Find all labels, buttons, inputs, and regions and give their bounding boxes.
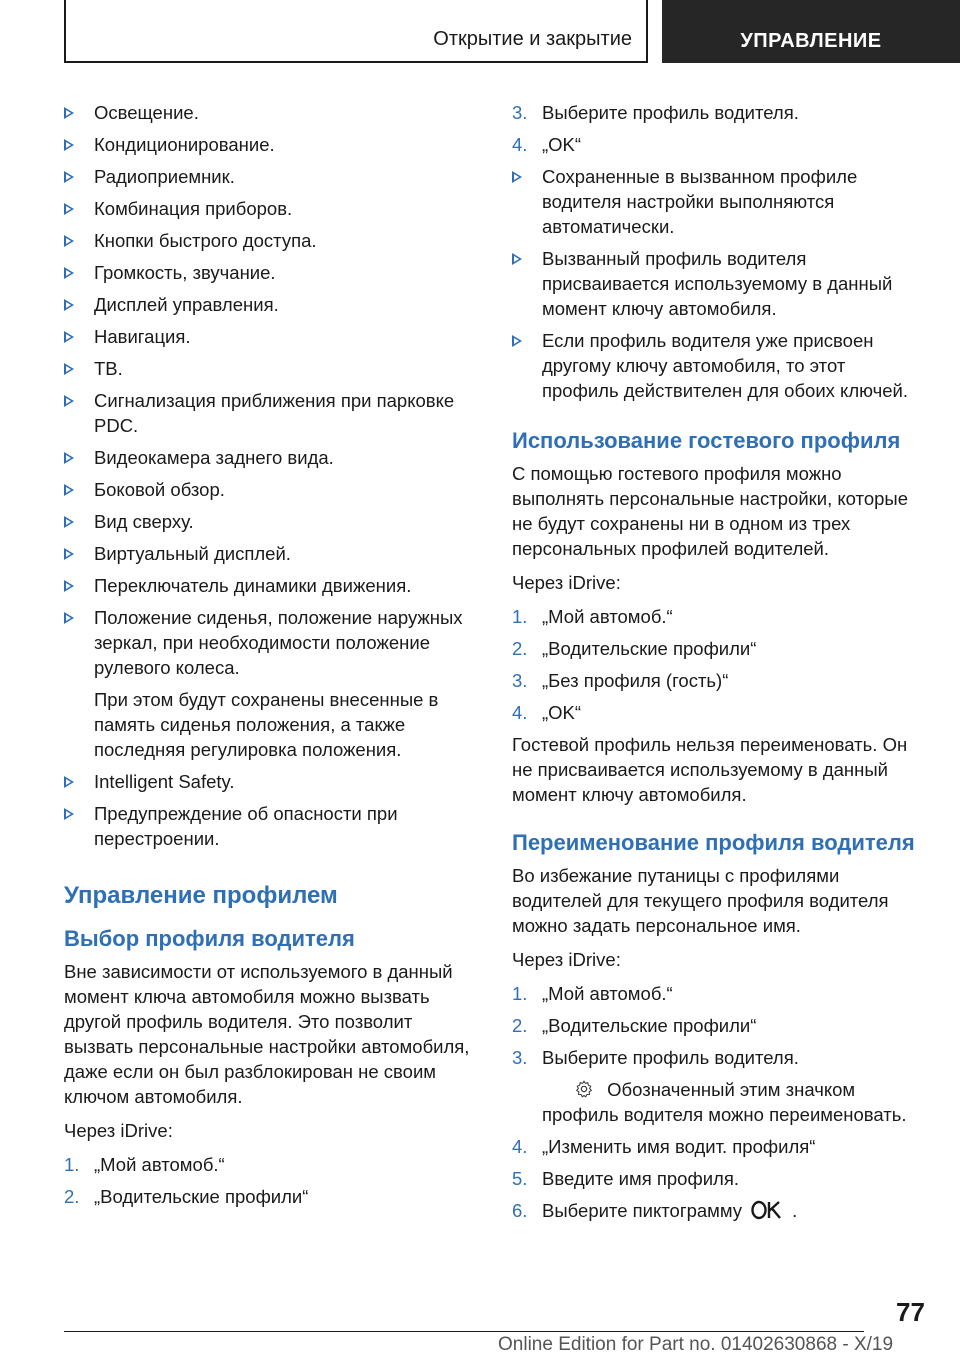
list-item-text: Intelligent Safety.	[94, 771, 235, 792]
list-item-text: Комбинация приборов.	[94, 198, 293, 219]
list-item	[64, 1152, 476, 1177]
list-item	[64, 388, 476, 438]
heading-profile-management: Управление профилем	[64, 882, 338, 909]
triangle-bullet-icon	[64, 107, 74, 119]
step-list	[512, 1134, 924, 1191]
triangle-bullet-icon	[64, 452, 74, 464]
gear-icon	[542, 1079, 607, 1100]
via-idrive-label: Через iDrive:	[512, 572, 621, 593]
page-number: 77	[896, 1297, 925, 1327]
triangle-bullet-icon	[64, 484, 74, 496]
via-idrive-label: Через iDrive:	[64, 1120, 173, 1141]
list-item-text: Освещение.	[94, 102, 199, 123]
seat-bullet-text: Положение сиденья, положение наружных зеркал, при необходимости положение рулевого колеса.	[94, 607, 463, 678]
triangle-bullet-icon	[64, 580, 74, 592]
list-item-text: Сохраненные в вызванном профиле водителя настройки выполняются автоматически.	[542, 166, 858, 237]
triangle-bullet-icon	[64, 267, 74, 279]
triangle-bullet-icon	[64, 235, 74, 247]
gear-note	[512, 1077, 924, 1127]
list-item-text: Если профиль водителя уже присвоен другому ключу автомобиля, то этот профиль действителен для обоих ключей.	[542, 330, 909, 401]
list-item-text: Видеокамера заднего вида.	[94, 447, 334, 468]
page-header	[0, 0, 960, 66]
step-text-end: .	[792, 1200, 798, 1221]
step-text: „Водительские профили“	[94, 1186, 309, 1207]
list-item-text: ТВ.	[94, 358, 123, 379]
step-text: Выберите профиль водителя.	[542, 1047, 799, 1068]
step-text: „Мой автомоб.“	[94, 1154, 225, 1175]
step-text: Выберите пиктограмму	[542, 1200, 743, 1221]
list-item	[64, 573, 476, 598]
result-list	[512, 164, 924, 403]
step-text: Выберите профиль водителя.	[542, 102, 799, 123]
list-item	[64, 541, 476, 566]
left-column	[64, 100, 476, 1216]
list-item-text: Кнопки быстрого доступа.	[94, 230, 317, 251]
step-text: „Мой автомоб.“	[542, 983, 673, 1004]
heading-rename-profile: Переименование профиля водителя	[512, 830, 915, 855]
triangle-bullet-icon	[64, 139, 74, 151]
list-item	[512, 1013, 924, 1038]
triangle-bullet-icon	[64, 331, 74, 343]
list-item	[64, 228, 476, 253]
header-chapter-tab: УПРАВЛЕНИЕ	[662, 0, 960, 63]
triangle-bullet-icon	[512, 335, 522, 347]
triangle-bullet-icon	[64, 516, 74, 528]
list-item	[64, 801, 476, 851]
step-number: 4.	[512, 1136, 528, 1157]
list-item	[64, 445, 476, 470]
paragraph: Гостевой профиль нельзя переименовать. Он не присваивается используемому в данный момент ключу автомобиля.	[512, 734, 908, 805]
list-item	[512, 1166, 924, 1191]
header-section-title: Открытие и закрытие	[433, 28, 632, 50]
step-text: „OK“	[542, 134, 582, 155]
step-text: „Водительские профили“	[542, 638, 757, 659]
list-item-text: Кондиционирование.	[94, 134, 275, 155]
list-item	[512, 604, 924, 629]
list-item	[512, 668, 924, 693]
ok-icon	[742, 1200, 792, 1221]
list-item	[512, 636, 924, 661]
triangle-bullet-icon	[64, 808, 74, 820]
triangle-bullet-icon	[64, 363, 74, 375]
list-item	[512, 132, 924, 157]
list-item	[64, 324, 476, 349]
paragraph: Во избежание путаницы с профилями водителей для текущего профиля водителя можно задать персональное имя.	[512, 865, 889, 936]
step-number: 6.	[512, 1200, 528, 1221]
heading-guest-profile: Использование гостевого профиля	[512, 428, 901, 453]
step-number: 3.	[512, 670, 528, 691]
step-number: 2.	[64, 1186, 80, 1207]
list-item-text: Дисплей управления.	[94, 294, 279, 315]
triangle-bullet-icon	[64, 395, 74, 407]
triangle-bullet-icon	[64, 776, 74, 788]
list-item	[512, 981, 924, 1006]
step-number: 4.	[512, 134, 528, 155]
step-text: „Изменить имя водит. профиля“	[542, 1136, 816, 1157]
edition-footer: Online Edition for Part no. 01402630868 - X/19	[498, 1334, 894, 1355]
triangle-bullet-icon	[512, 253, 522, 265]
list-item-text: Сигнализация приближения при парковке PDC.	[94, 390, 455, 436]
list-item-text: Вид сверху.	[94, 511, 194, 532]
list-item	[64, 260, 476, 285]
list-item	[512, 700, 924, 725]
paragraph: Вне зависимости от используемого в данный момент ключа автомобиля можно вызвать другой профиль водителя. Это позволит вызвать персональные настройки автомобиля, даже если он был разблокирован не своим ключом автомобиля.	[64, 961, 470, 1107]
list-item-text: Переключатель динамики движения.	[94, 575, 412, 596]
via-idrive-label: Через iDrive:	[512, 949, 621, 970]
step-number: 1.	[64, 1154, 80, 1175]
step-number: 3.	[512, 102, 528, 123]
step-number: 2.	[512, 638, 528, 659]
step-list	[64, 1152, 476, 1209]
list-item	[512, 164, 924, 239]
step-list	[512, 100, 924, 157]
feature-list	[64, 100, 476, 598]
triangle-bullet-icon	[64, 548, 74, 560]
list-item	[64, 132, 476, 157]
gear-note-text: Обозначенный этим значком профиль водителя можно переименовать.	[542, 1079, 907, 1125]
step-number: 4.	[512, 702, 528, 723]
list-item-text: Виртуальный дисплей.	[94, 543, 291, 564]
list-item	[64, 100, 476, 125]
list-item-text: Радиоприемник.	[94, 166, 235, 187]
list-item-text: Боковой обзор.	[94, 479, 225, 500]
list-item-text: Навигация.	[94, 326, 191, 347]
right-column	[512, 100, 924, 1230]
heading-select-profile: Выбор профиля водителя	[64, 926, 355, 951]
step-number: 2.	[512, 1015, 528, 1036]
step-list	[512, 981, 924, 1070]
list-item	[64, 292, 476, 317]
footer-divider	[64, 1331, 864, 1332]
triangle-bullet-icon	[64, 203, 74, 215]
step-list	[512, 604, 924, 725]
step-number: 3.	[512, 1047, 528, 1068]
triangle-bullet-icon	[64, 299, 74, 311]
list-item	[512, 328, 924, 403]
step-text: „OK“	[542, 702, 582, 723]
list-item	[64, 769, 476, 794]
feature-list-continued	[64, 769, 476, 851]
list-item-text: Предупреждение об опасности при перестроении.	[94, 803, 398, 849]
list-item-text: Вызванный профиль водителя присваивается используемому в данный момент ключу автомобиля.	[542, 248, 893, 319]
step-text: „Без профиля (гость)“	[542, 670, 729, 691]
step-number: 1.	[512, 983, 528, 1004]
step-text: „Водительские профили“	[542, 1015, 757, 1036]
seat-bullet-note: При этом будут сохранены внесенные в память сиденья положения, а также последняя регулировка положения.	[94, 689, 439, 760]
paragraph: С помощью гостевого профиля можно выполнять персональные настройки, которые не будут сохранены ни в одном из трех персональных профилей водителей.	[512, 463, 908, 559]
list-item	[64, 1184, 476, 1209]
list-item	[512, 246, 924, 321]
list-item	[512, 1045, 924, 1070]
header-section-frame	[64, 0, 648, 63]
triangle-bullet-icon	[64, 612, 74, 624]
list-item	[64, 356, 476, 381]
triangle-bullet-icon	[64, 171, 74, 183]
list-item	[512, 100, 924, 125]
list-item	[64, 164, 476, 189]
list-item	[512, 1134, 924, 1159]
step-number: 1.	[512, 606, 528, 627]
list-item	[64, 509, 476, 534]
list-item	[64, 605, 476, 762]
list-item	[512, 1198, 924, 1223]
step-text: Введите имя профиля.	[542, 1168, 739, 1189]
list-item	[64, 196, 476, 221]
triangle-bullet-icon	[512, 171, 522, 183]
list-item-text: Громкость, звучание.	[94, 262, 276, 283]
step-text: „Мой автомоб.“	[542, 606, 673, 627]
step-number: 5.	[512, 1168, 528, 1189]
list-item	[64, 477, 476, 502]
